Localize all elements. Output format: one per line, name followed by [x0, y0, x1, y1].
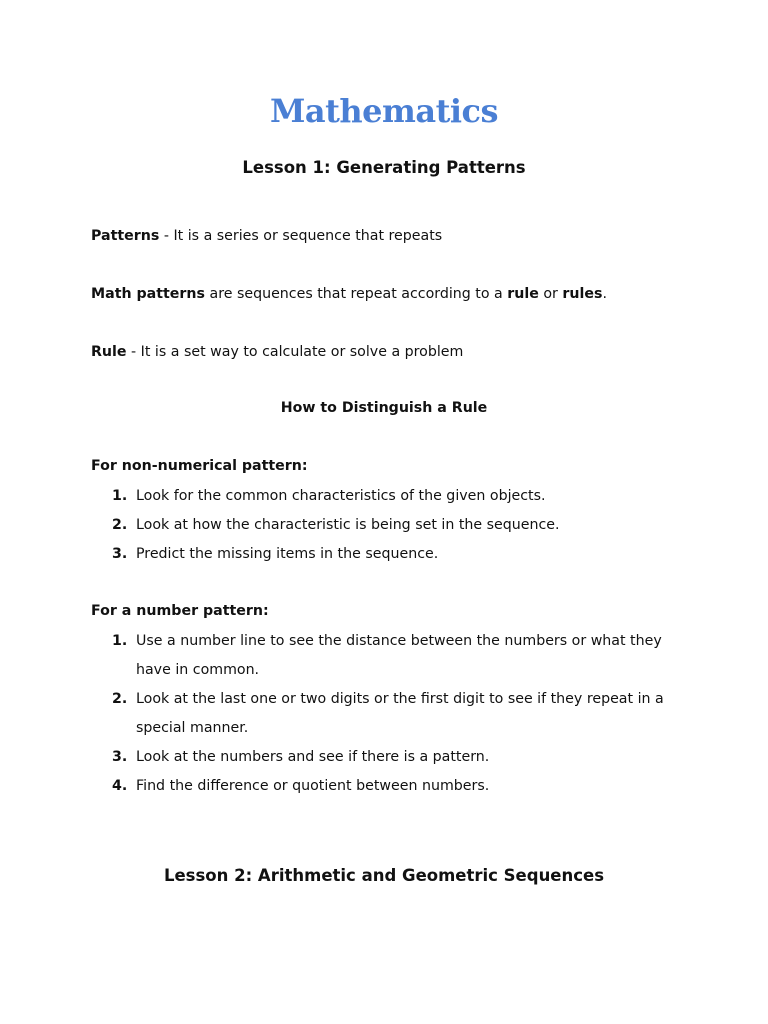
list-number: 4.: [112, 778, 128, 794]
math-patterns-text-after: .: [602, 286, 607, 302]
list-text: Look at the numbers and see if there is a pattern.: [136, 749, 490, 765]
list-text: Look at how the characteristic is being set in the sequence.: [136, 517, 560, 533]
patterns-text: - It is a series or sequence that repeats: [159, 228, 443, 244]
math-patterns-term: Math patterns: [91, 286, 205, 302]
rule-text: - It is a set way to calculate or solve a problem: [126, 344, 464, 360]
list-text: Predict the missing items in the sequence.: [136, 546, 439, 562]
distinguish-rule-heading: How to Distinguish a Rule: [280, 400, 488, 416]
rule-term: Rule: [91, 344, 127, 360]
list-number: 1.: [112, 633, 128, 649]
list-number: 2.: [112, 691, 128, 707]
lesson-2-heading: Lesson 2: Arithmetic and Geometric Sequences: [163, 866, 605, 885]
list-number: 2.: [112, 517, 128, 533]
document-title: Mathematics: [269, 92, 499, 130]
number-pattern-list: [112, 627, 692, 801]
list-number: 3.: [112, 749, 128, 765]
list-number: 1.: [112, 488, 128, 504]
math-patterns-bold-rules: rules: [562, 286, 603, 302]
patterns-definition: [91, 226, 442, 246]
lesson-1-heading: Lesson 1: Generating Patterns: [242, 158, 526, 177]
math-patterns-bold-rule: rule: [507, 286, 539, 302]
list-item: [112, 627, 692, 685]
list-text: Find the difference or quotient between numbers.: [136, 778, 490, 794]
non-numerical-list: [112, 482, 692, 569]
list-text: Look for the common characteristics of the given objects.: [136, 488, 546, 504]
math-patterns-definition: [91, 284, 607, 304]
rule-definition: [91, 342, 463, 362]
list-item: [112, 685, 692, 743]
math-patterns-text-before: are sequences that repeat according to a: [204, 286, 508, 302]
list-item: [112, 743, 692, 772]
number-pattern-title: For a number pattern:: [91, 603, 269, 619]
list-item: [112, 540, 692, 569]
list-item: [112, 511, 692, 540]
list-item: [112, 772, 692, 801]
patterns-term: Patterns: [91, 228, 160, 244]
list-number: 3.: [112, 546, 128, 562]
non-numerical-title: For non-numerical pattern:: [91, 458, 308, 474]
list-item: [112, 482, 692, 511]
list-text: Look at the last one or two digits or the first digit to see if they repeat in a special manner.: [136, 691, 664, 736]
math-patterns-text-middle: or: [538, 286, 563, 302]
list-text: Use a number line to see the distance between the numbers or what they have in common.: [136, 633, 662, 678]
